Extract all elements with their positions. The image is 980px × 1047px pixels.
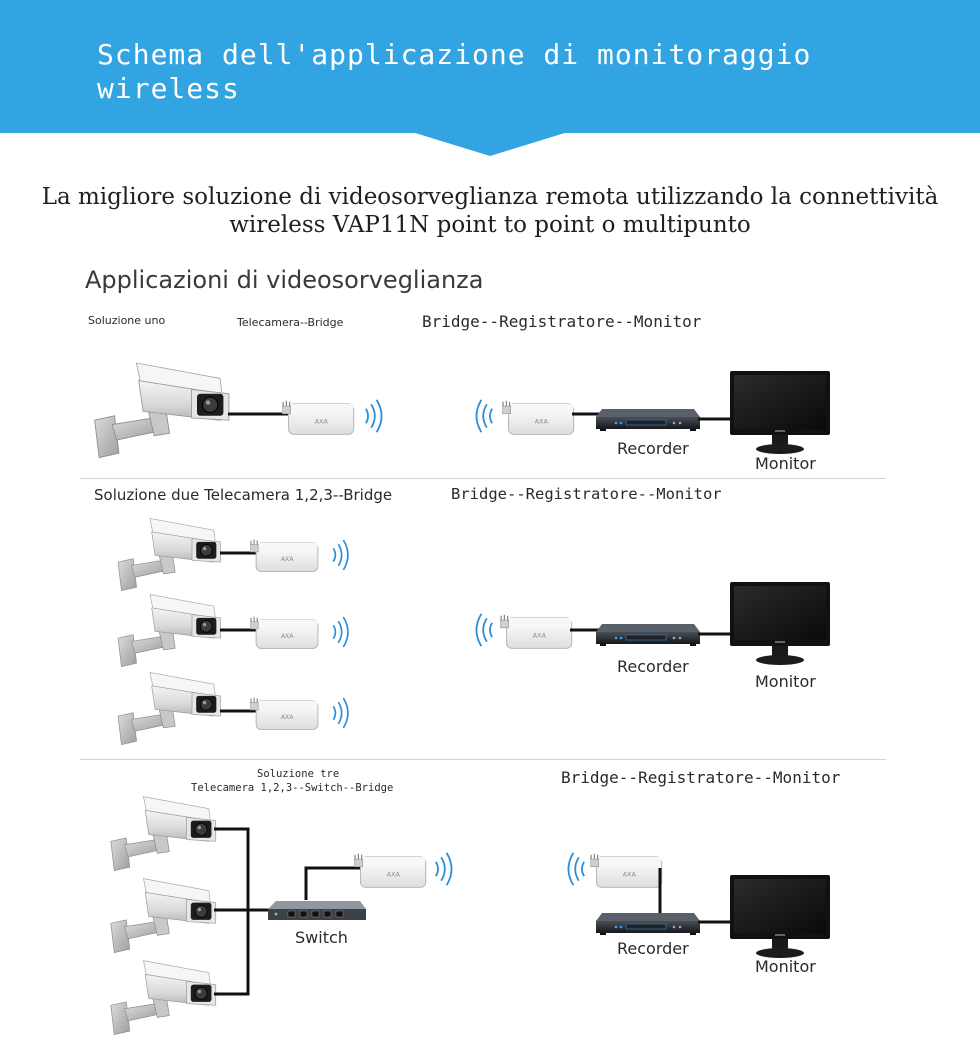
solution-3-devices (111, 797, 830, 1035)
wifi-waves-icon (333, 617, 348, 647)
wifi-waves-icon (366, 400, 382, 432)
bridge-icon (354, 854, 426, 888)
solution-3-left-caption: Telecamera 1,2,3--Switch--Bridge (191, 782, 394, 794)
section-divider (80, 759, 886, 760)
wifi-waves-icon (436, 853, 452, 885)
bridge-icon (250, 698, 318, 730)
wifi-waves-icon (568, 853, 584, 885)
recorder-icon (596, 409, 700, 431)
camera-icon (111, 961, 216, 1035)
recorder-icon (596, 624, 700, 646)
solution-2-devices (118, 518, 830, 744)
solution-2-monitor-label: Monitor (755, 672, 816, 691)
section-title: Applicazioni di videosorveglianza (85, 266, 484, 294)
camera-icon (118, 594, 220, 666)
camera-icon (111, 797, 216, 871)
camera-icon (111, 879, 216, 953)
bridge-icon (500, 615, 572, 649)
section-divider (80, 478, 886, 479)
solution-2-recorder-label: Recorder (617, 657, 689, 676)
solution-3-monitor-label: Monitor (755, 957, 816, 976)
bridge-icon (250, 540, 318, 572)
solution-3-right-caption: Bridge--Registratore--Monitor (561, 768, 841, 787)
camera-icon (118, 672, 220, 744)
monitor-icon (730, 875, 830, 958)
recorder-icon (596, 913, 700, 935)
solution-2-right-caption: Bridge--Registratore--Monitor (451, 485, 722, 503)
bridge-icon (502, 401, 574, 435)
monitor-icon (730, 371, 830, 454)
bridge-icon (590, 854, 662, 888)
solution-1-monitor-label: Monitor (755, 454, 816, 473)
solution-2-left-caption: Soluzione due Telecamera 1,2,3--Bridge (94, 486, 393, 504)
solution-3-name: Soluzione tre (257, 768, 340, 780)
monitor-icon (730, 582, 830, 665)
camera-icon (118, 518, 220, 590)
solution-1-recorder-label: Recorder (617, 439, 689, 458)
solution-1-left-caption: Telecamera--Bridge (237, 316, 344, 329)
bridge-icon (282, 401, 354, 435)
switch-label: Switch (295, 928, 348, 947)
wifi-waves-icon (333, 698, 348, 728)
subtitle-line-2: wireless VAP11N point to point o multipunto (229, 212, 751, 238)
subtitle-line-1: La migliore soluzione di videosorveglianza remota utilizzando la connettività (41, 184, 939, 210)
wifi-waves-icon (476, 614, 492, 646)
solution-1-name: Soluzione uno (88, 314, 166, 327)
solution-3-recorder-label: Recorder (617, 939, 689, 958)
camera-icon (95, 363, 229, 458)
solution-1-right-caption: Bridge--Registratore--Monitor (422, 312, 702, 331)
wifi-waves-icon (476, 400, 492, 432)
solution-1-devices (95, 363, 830, 458)
wifi-waves-icon (333, 540, 348, 570)
bridge-icon (250, 617, 318, 649)
page-title: Schema dell'applicazione di monitoraggio wireless (97, 38, 812, 105)
switch-icon (268, 901, 366, 920)
